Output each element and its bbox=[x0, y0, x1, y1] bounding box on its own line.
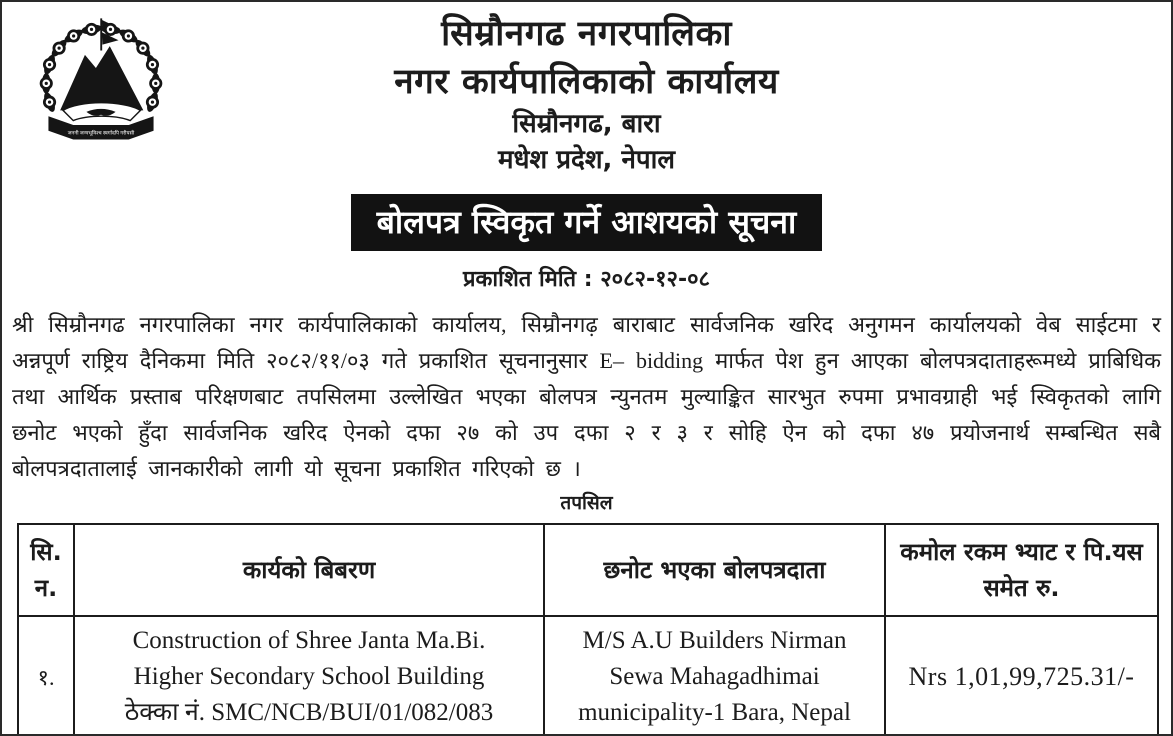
published-date: प्रकाशित मिति : २०८२-१२-०८ bbox=[463, 267, 710, 292]
cell-work-description bbox=[74, 616, 544, 736]
bidder-line-2: Sewa Mahagadhimai bbox=[609, 662, 820, 690]
logo-motto-text: जननी जन्मभूमिश्च स्वर्गादपि गरीयसी bbox=[67, 130, 135, 137]
bidder-line-1: M/S A.U Builders Nirman bbox=[582, 626, 847, 654]
schedule-heading: तपसिल bbox=[560, 492, 613, 514]
letterhead bbox=[2, 2, 1171, 178]
banner-row bbox=[2, 194, 1171, 251]
header-sn-line1: सि. bbox=[30, 538, 62, 566]
province-line: मधेश प्रदेश, नेपाल bbox=[497, 145, 676, 175]
bidder-line-3: municipality-1 Bara, Nepal bbox=[578, 698, 851, 726]
table-row bbox=[18, 616, 1158, 736]
header-work-description: कार्यको बिबरण bbox=[74, 524, 544, 616]
work-line-3-contract-number: ठेक्का नं. SMC/NCB/BUI/01/082/083 bbox=[124, 698, 494, 726]
notice-body-paragraph: श्री सिम्रौनगढ नगरपालिका नगर कार्यपालिकाको कार्यालय, सिम्रौनगढ़ बाराबाट सार्वजनिक खरिद अनुगमन कार्यालयको वेब साईटमा र अन्नपूर्ण राष्ट्रिय दैनिकमा मिति २०८२/११/०३ गते प्रकाशित सूचनानुसार E– bidding मार्फत पेश हुन आएका बोलपत्रदाताहरूमध्ये प्राबिधिक तथा आर्थिक प्रस्ताब परिक्षणबाट तपसिलमा उल्लेखित भएका बोलपत्र न्युनतम मुल्याङ्कित सारभुत रुपमा प्रभावग्राही भई स्विकृतको लागि छनोट भएको हुँदा सार्वजनिक खरिद ऐनको दफा २७ को उप दफा २ र ३ र सोहि ऐन को दफा ४७ प्रयोजनार्थ सम्बन्धित सबै बोलपत्रदातालाई जानकारीको लागी यो सूचना प्रकाशित गरिएको छ । bbox=[12, 312, 1161, 481]
header-serial-number bbox=[18, 524, 74, 616]
table-header-row bbox=[18, 524, 1158, 616]
cell-selected-bidder bbox=[544, 616, 885, 736]
office-name: नगर कार्यपालिकाको कार्यालय bbox=[394, 62, 779, 102]
cell-serial-number: १. bbox=[18, 616, 74, 736]
cell-amount: Nrs 1,01,99,725.31/- bbox=[885, 616, 1158, 736]
header-amount-line1: कमोल रकम भ्याट र पि.यस bbox=[900, 538, 1143, 566]
work-line-1: Construction of Shree Janta Ma.Bi. bbox=[132, 626, 486, 654]
header-amount bbox=[885, 524, 1158, 616]
bid-details-table bbox=[17, 523, 1159, 736]
header-selected-bidder: छनोट भएका बोलपत्रदाता bbox=[544, 524, 885, 616]
header-amount-line2: समेत रु. bbox=[983, 574, 1060, 602]
work-line-2: Higher Secondary School Building bbox=[133, 662, 485, 690]
address-line: सिम्रौनगढ, बारा bbox=[512, 109, 661, 139]
notice-banner-title: बोलपत्र स्विकृत गर्ने आशयको सूचना bbox=[351, 194, 823, 251]
header-sn-line2: न. bbox=[34, 574, 58, 602]
municipality-name: सिम्रौनगढ नगरपालिका bbox=[441, 14, 732, 54]
municipality-emblem-logo bbox=[28, 12, 174, 162]
